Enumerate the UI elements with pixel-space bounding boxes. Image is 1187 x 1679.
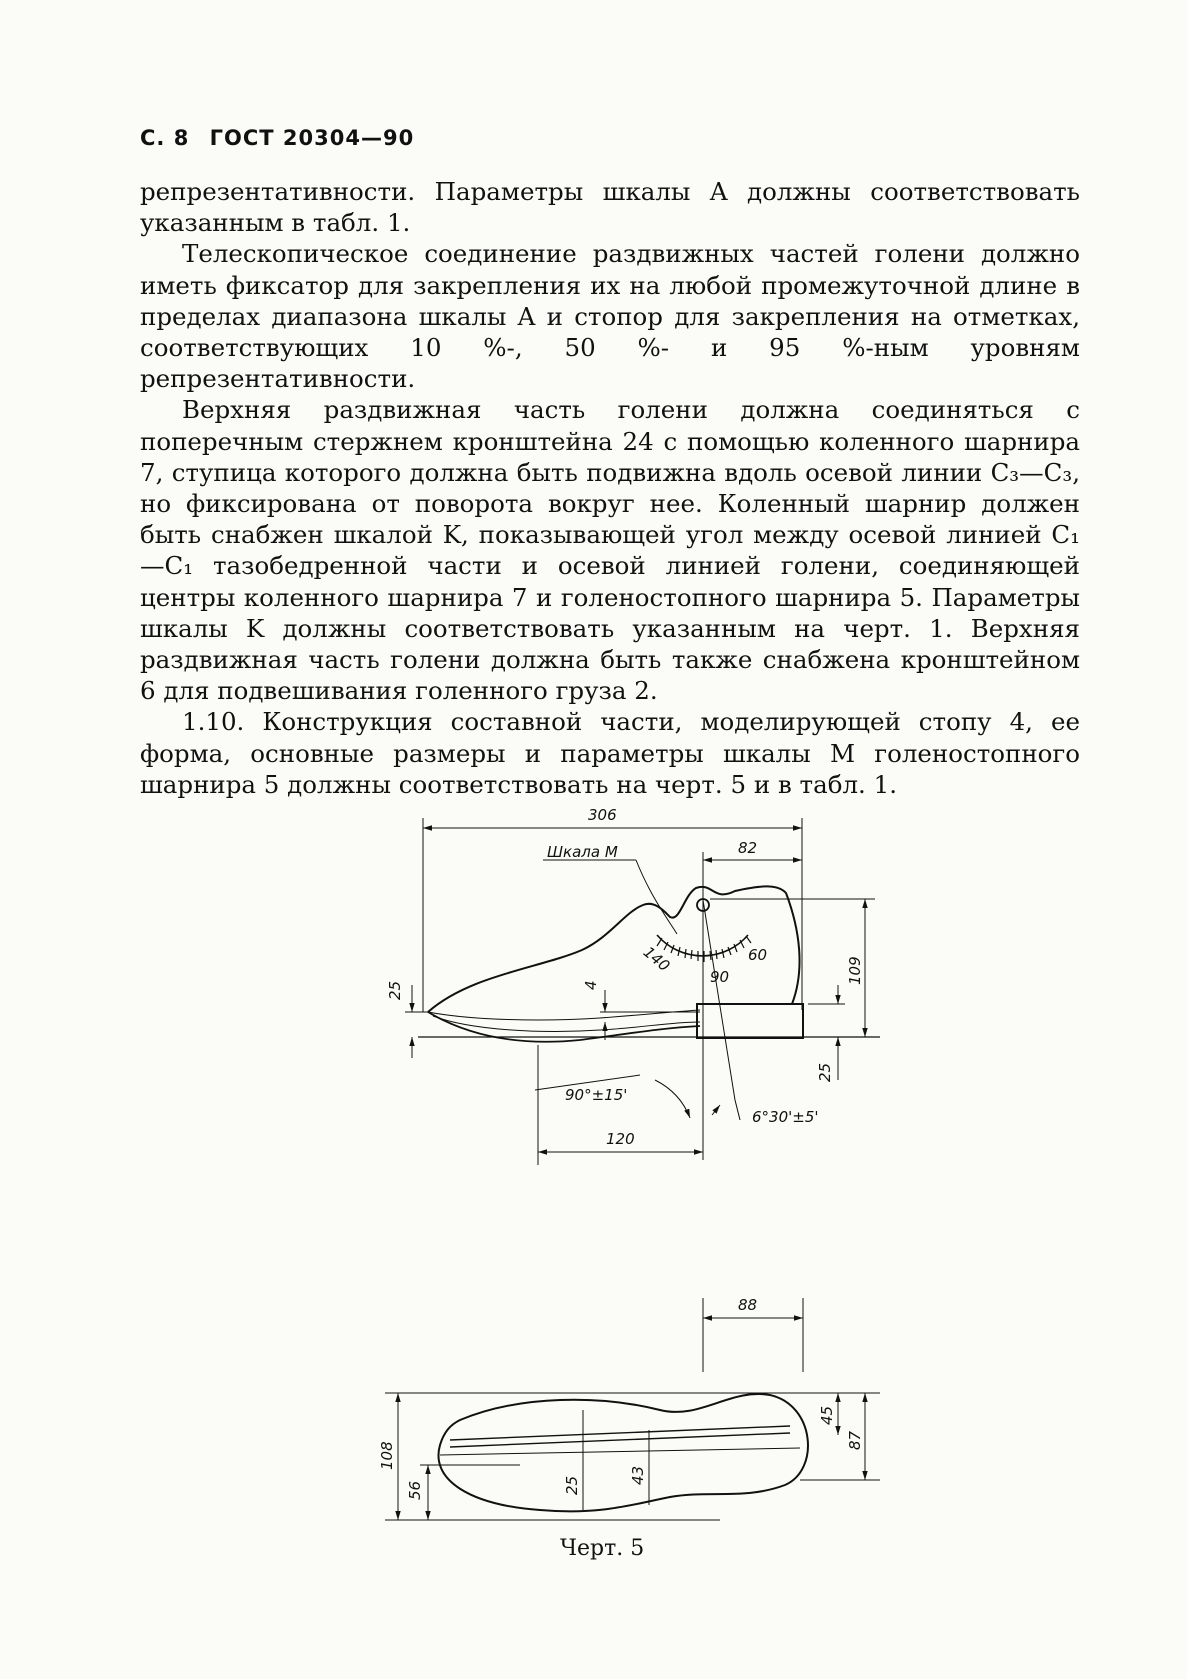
angle-label: 6°30'±5' [752,1108,819,1126]
dim-label: 25 [563,1475,581,1495]
dim-label: 43 [629,1465,647,1485]
paragraph: 1.10. Конструкция составной части, моделирующей стопу 4, ее форма, основные размеры и параметры шкалы M голеностопного шарнира 5 должны соответствовать на черт. 5 и в табл. 1. [140,707,1080,799]
dim-label: 45 [818,1405,836,1425]
page-number: С. 8 [140,126,190,150]
dim-label: 306 [588,806,617,824]
scale-mark: 140 [639,942,674,976]
dim-label: 109 [846,956,864,985]
paragraph: Верхняя раздвижная часть голени должна соединяться с поперечным стержнем кронштейна 24 с помощью коленного шарнира 7, ступица которого должна быть подвижна вдоль осевой линии C₃—C₃, но фиксирована от поворота вокруг нее. Коленный шарнир должен быть снабжен шкалой K, показывающей угол между осевой линией C₁—C₁ тазобедренной части и осевой линией голени, соединяющей центры коленного шарнира 7 и голеностопного шарнира 5. Параметры шкалы K должны соответствовать указанным на черт. 1. Верхняя раздвижная часть голени должна быть также снабжена кронштейном 6 для подвешивания голенного груза 2. [140,395,1080,706]
scale-mark: 90 [710,968,730,986]
dim-label: 108 [378,1441,396,1470]
dim-label: 4 [582,980,600,990]
paragraph: репрезентативности. Параметры шкалы A должны соответствовать указанным в табл. 1. [140,177,1080,238]
standard-number: ГОСТ 20304—90 [209,126,415,150]
dim-label: 82 [738,839,758,857]
scale-mark: 60 [748,946,768,964]
dim-label: 88 [738,1296,758,1314]
figure-caption: Черт. 5 [560,1536,645,1561]
dim-label: 120 [606,1130,635,1148]
angle-label: 90°±15' [565,1086,628,1104]
scale-label: Шкала М [547,843,618,861]
dim-label: 25 [816,1062,834,1082]
dim-label: 87 [846,1430,864,1450]
dim-label: 56 [406,1480,424,1500]
paragraph: Телескопическое соединение раздвижных частей голени должно иметь фиксатор для закрепления их на любой промежуточной длине в пределах диапазона шкалы A и стопор для закрепления на отметках, соответствующих 10 %-, 50 %- и 95 %-ным уровням репрезентативности. [140,239,1080,394]
dim-label: 25 [386,980,404,1000]
